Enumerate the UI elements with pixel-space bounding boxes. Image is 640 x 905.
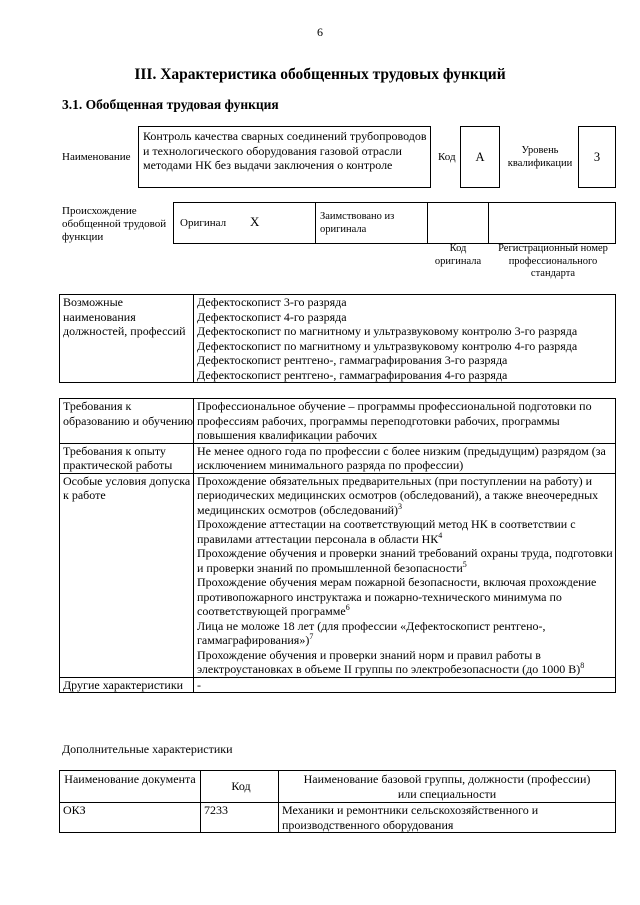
special-conditions xyxy=(194,473,616,677)
position-item: Дефектоскопист рентгено-, гаммаграфирования 3-го разряда xyxy=(197,353,508,367)
special-item: Прохождение обучения и проверки знаний норм и правил работы в электроустановках в объеме II группы по электробезопасности (до 1000 В)$^8$ xyxy=(197,647,585,676)
origin-label: Происхождение обобщенной трудовой функции xyxy=(62,205,167,243)
special-item: Прохождение обязательных предварительных (при поступлении на работу) и периодических медицинских осмотров (обследований), а также внеочередных медицинских осмотров (обследований)$^3$ xyxy=(197,473,599,517)
positions-list xyxy=(194,295,616,383)
code-value: А xyxy=(475,150,485,164)
requirements-table xyxy=(59,398,616,693)
other-label: Другие характеристики xyxy=(60,677,194,693)
reg-number-label: Регистрационный номер профессионального стандарта xyxy=(498,243,608,279)
level-box xyxy=(578,126,616,188)
code-original-label: Код оригинала xyxy=(434,243,482,267)
code-box xyxy=(460,126,500,188)
page-number: 6 xyxy=(317,25,323,39)
position-item: Дефектоскопист 3-го разряда xyxy=(197,295,347,309)
header-document: Наименование документа xyxy=(60,771,201,803)
experience-value: Не менее одного года по профессии с более низким (предыдущим) разрядом (за исключением минимального разряда по профессии) xyxy=(194,443,616,473)
position-item: Дефектоскопист 4-го разряда xyxy=(197,309,347,324)
header-group: Наименование базовой группы, должности (профессии) или специальности xyxy=(279,771,616,803)
level-label: Уровень квалификации xyxy=(507,145,573,169)
divider xyxy=(488,202,489,244)
position-item: Дефектоскопист по магнитному и ультразвуковому контролю 3-го разряда xyxy=(197,324,578,338)
position-item: Дефектоскопист рентгено-, гаммаграфирования 4-го разряда xyxy=(197,367,508,382)
subsection-title: 3.1. Обобщенная трудовая функция xyxy=(62,97,279,112)
education-label: Требования к образованию и обучению xyxy=(60,399,194,444)
divider xyxy=(427,202,428,244)
header-code: Код xyxy=(201,771,279,803)
position-item: Дефектоскопист по магнитному и ультразвуковому контролю 4-го разряда xyxy=(197,338,578,353)
education-value: Профессиональное обучение – программы профессиональной подготовки по профессиям рабочих, программы переподготовки рабочих, программы повышения квалификации рабочих xyxy=(194,399,616,444)
footnote-ref: 5 xyxy=(462,559,467,569)
other-value: - xyxy=(194,677,616,693)
cell-group: Механики и ремонтники сельскохозяйственного и производственного оборудования xyxy=(279,803,616,833)
special-item: Прохождение обучения мерам пожарной безопасности, включая прохождение противопожарного инструктажа и пожарно-технического минимума по соответствующей программе$^6$ xyxy=(197,575,597,618)
original-mark: X xyxy=(250,214,260,229)
borrowed-label: Заимствовано из оригинала xyxy=(320,211,395,235)
footnote-ref: 6 xyxy=(345,603,350,612)
special-item: Лица не моложе 18 лет (для профессии «Дефектоскопист рентгено-, гаммаграфирования»)$^7$ xyxy=(197,618,546,647)
function-name: Контроль качества сварных соединений трубопроводов и технологического оборудования газовой отрасли методами НК без выдачи заключения о контроле xyxy=(143,129,427,172)
footnote-ref: 4 xyxy=(438,530,443,540)
additional-table xyxy=(59,770,616,833)
special-item: Прохождение аттестации на соответствующий метод НК в соответствии с правилами аттестации персонала в области $НК^4$ xyxy=(197,517,576,546)
positions-label: Возможные наименования должностей, профессий xyxy=(60,295,194,383)
table-row xyxy=(60,803,616,833)
name-label: Наименование xyxy=(62,151,131,163)
special-item: Прохождение обучения и проверки знаний требований охраны труда, подготовки и проверки знаний по промышленной безопасности$^5$ xyxy=(197,546,613,575)
cell-document: ОКЗ xyxy=(60,803,201,833)
function-name-box xyxy=(138,126,431,188)
code-label: Код xyxy=(438,151,456,163)
footnote-ref: 3 xyxy=(398,501,403,511)
original-label: Оригинал xyxy=(180,217,227,229)
cell-code: 7233 xyxy=(201,803,279,833)
level-value: 3 xyxy=(593,150,601,164)
section-title: III. Характеристика обобщенных трудовых функций xyxy=(134,66,506,83)
additional-title: Дополнительные характеристики xyxy=(62,742,233,756)
footnote-ref: 8 xyxy=(580,661,585,670)
footnote-ref: 7 xyxy=(309,632,314,641)
divider xyxy=(315,202,316,244)
positions-table xyxy=(59,294,616,383)
experience-label: Требования к опыту практической работы xyxy=(60,443,194,473)
special-label: Особые условия допуска к работе xyxy=(60,473,194,677)
